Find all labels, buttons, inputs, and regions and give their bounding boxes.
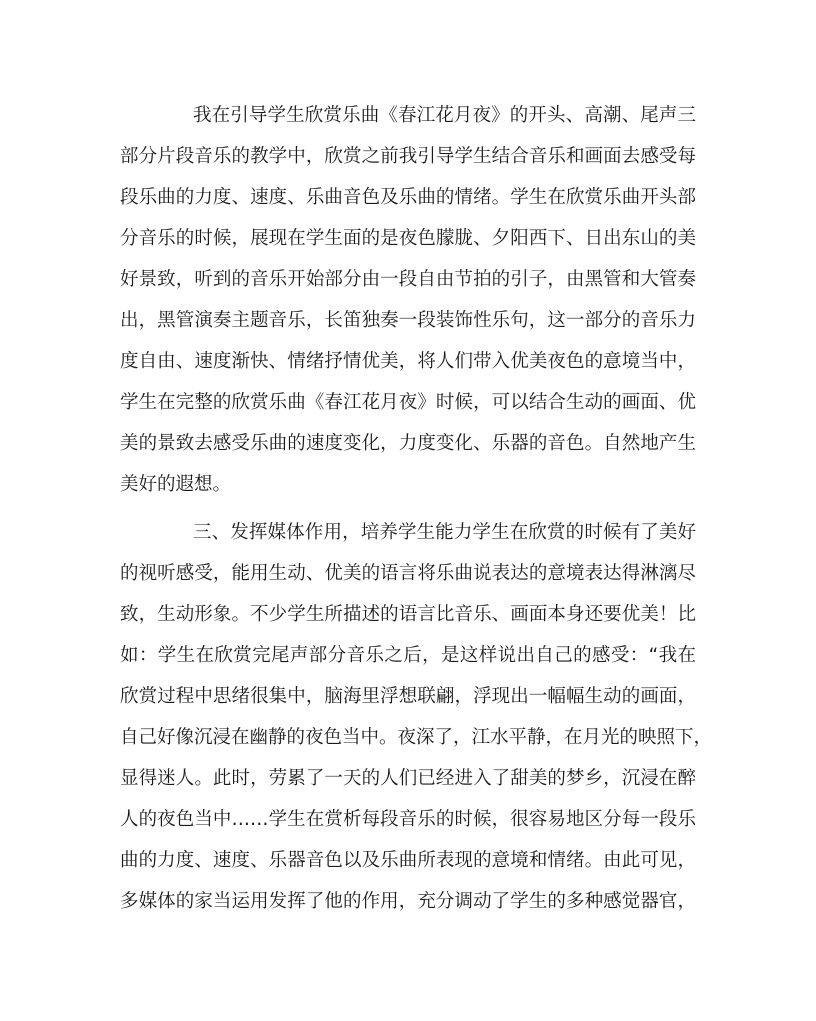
- paragraph-2-line-10: 多媒体的家当运用发挥了他的作用，充分调动了学生的多种感觉器官，: [120, 891, 696, 912]
- paragraph-2-line-2: 的视听感受，能用生动、优美的语言将乐曲说表达的意境表达得淋漓尽: [120, 563, 696, 584]
- paragraph-2-line-6: 自己好像沉浸在幽静的夜色当中。夜深了，江水平静，在月光的映照下，: [120, 727, 713, 748]
- paragraph-1-line-6: 出，黑管演奏主题音乐，长笛独奏一段装饰性乐句，这一部分的音乐力: [120, 310, 696, 331]
- paragraph-2-line-8: 人的夜色当中……学生在赏析每段音乐的时候，很容易地区分每一段乐: [120, 809, 696, 830]
- paragraph-2-line-4: 如：学生在欣赏完尾声部分音乐之后，是这样说出自己的感受：“我在: [120, 645, 696, 666]
- paragraph-1-line-2: 部分片段音乐的教学中，欣赏之前我引导学生结合音乐和画面去感受每: [120, 146, 696, 167]
- paragraph-1-line-3: 段乐曲的力度、速度、乐曲音色及乐曲的情绪。学生在欣赏乐曲开头部: [120, 187, 696, 208]
- paragraph-1-line-9: 美的景致去感受乐曲的速度变化，力度变化、乐器的音色。自然地产生: [120, 433, 696, 454]
- paragraph-1-line-7: 度自由、速度渐快、情绪抒情优美，将人们带入优美夜色的意境当中，: [120, 351, 696, 372]
- paragraph-2-line-3: 致，生动形象。不少学生所描述的语言比音乐、画面本身还要优美！比: [120, 604, 696, 625]
- paragraph-2-line-5: 欣赏过程中思绪很集中，脑海里浮想联翩，浮现出一幅幅生动的画面，: [120, 686, 696, 707]
- paragraph-2-line-9: 曲的力度、速度、乐器音色以及乐曲所表现的意境和情绪。由此可见，: [120, 850, 696, 871]
- paragraph-1-line-5: 好景致，听到的音乐开始部分由一段自由节拍的引子，由黑管和大管奏: [120, 269, 696, 290]
- paragraph-1-line-8: 学生在完整的欣赏乐曲《春江花月夜》时候，可以结合生动的画面、优: [120, 392, 696, 413]
- paragraph-1-line-1: 我在引导学生欣赏乐曲《春江花月夜》的开头、高潮、尾声三: [193, 105, 696, 126]
- paragraph-2-line-7: 显得迷人。此时，劳累了一天的人们已经进入了甜美的梦乡，沉浸在醉: [120, 768, 696, 789]
- paragraph-1-line-10: 美好的遐想。: [120, 474, 232, 495]
- paragraph-1-line-4: 分音乐的时候，展现在学生面的是夜色朦胧、夕阳西下、日出东山的美: [120, 228, 696, 249]
- paragraph-2-line-1: 三、发挥媒体作用，培养学生能力学生在欣赏的时候有了美好: [193, 522, 696, 543]
